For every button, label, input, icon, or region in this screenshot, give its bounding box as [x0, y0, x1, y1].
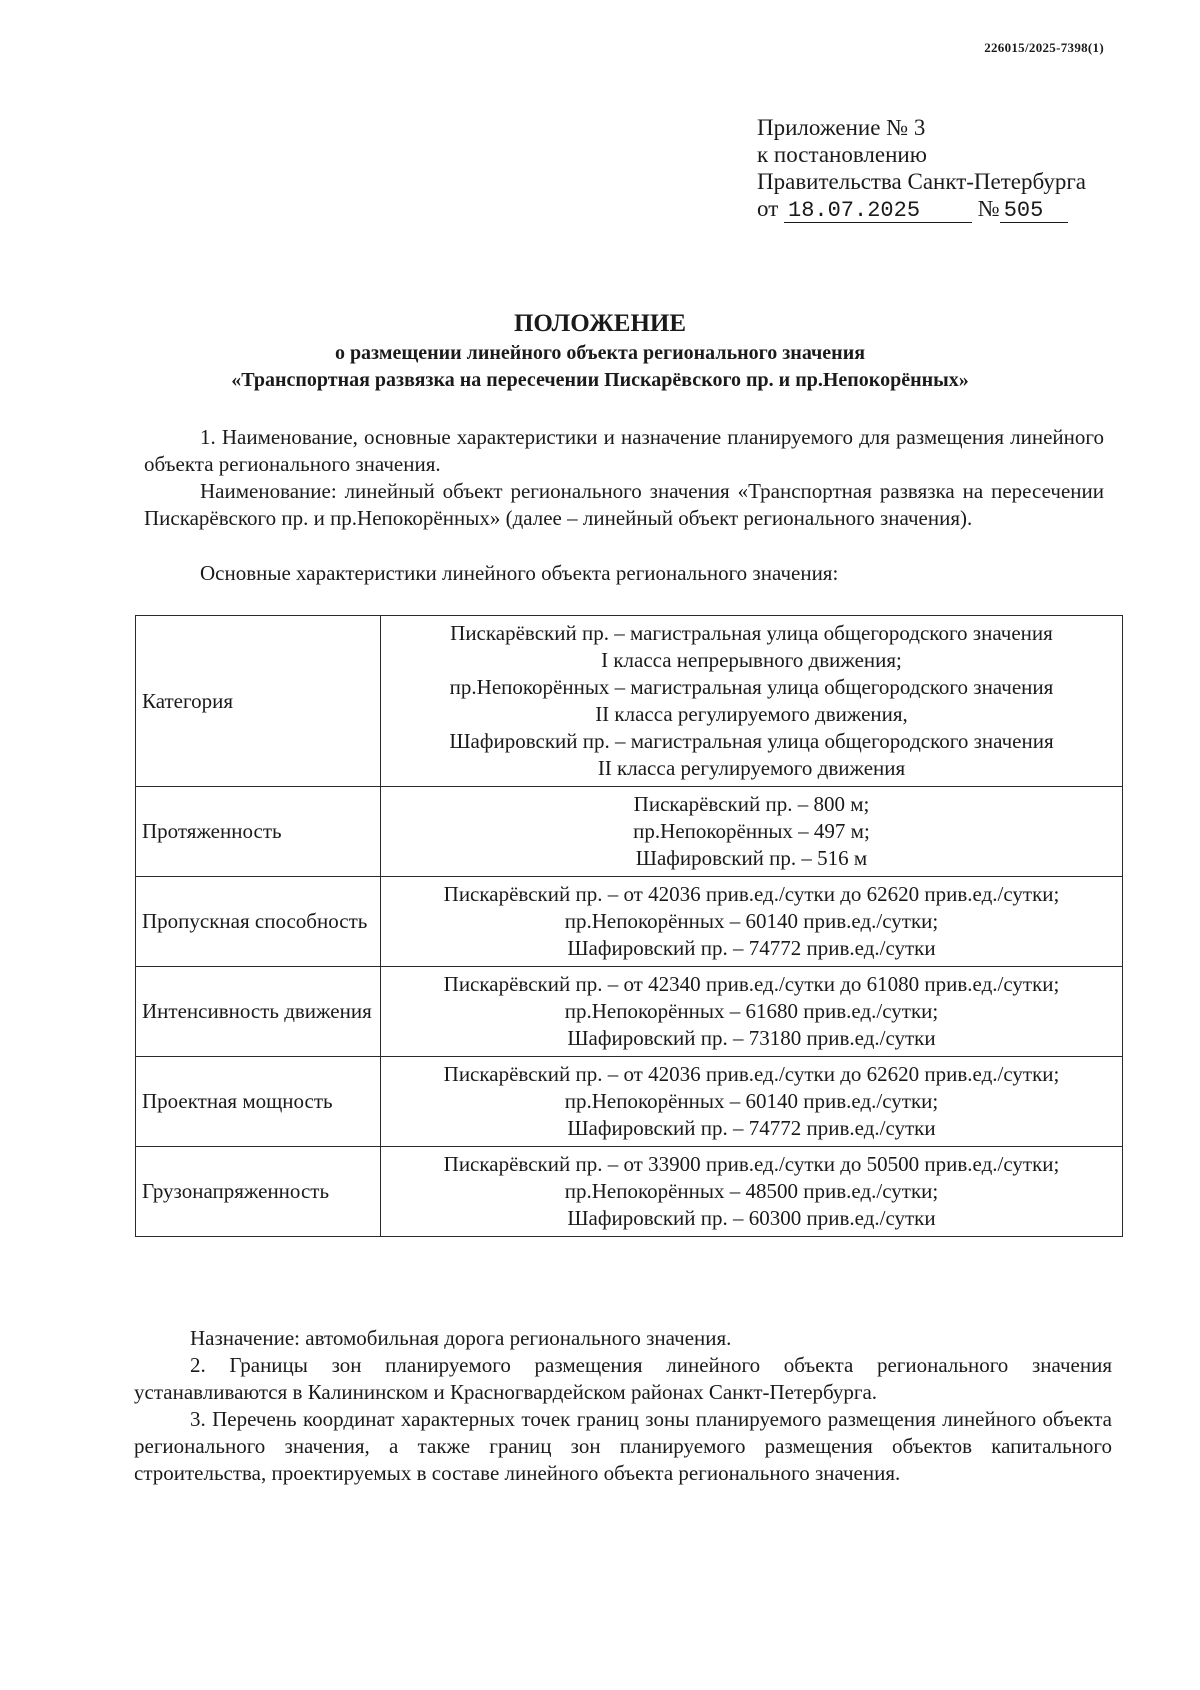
value-line: пр.Непокорённых – магистральная улица общегородского значения [449, 675, 1054, 699]
value-line: пр.Непокорённых – 60140 прив.ед./сутки; [564, 1089, 939, 1113]
section-1-heading: 1. Наименование, основные характеристики и назначение планируемого для размещения линейного объекта регионального значения. [144, 425, 1104, 476]
document-subtitle-1: о размещении линейного объекта регионального значения [334, 342, 866, 364]
value-line: пр.Непокорённых – 497 м; [633, 819, 870, 843]
row-value [381, 967, 1123, 1057]
table-row [136, 787, 1123, 877]
section-2-paragraph: 2. Границы зон планируемого размещения линейного объекта регионального значения устанавливаются в Калининском и Красногвардейском районах Санкт-Петербурга. [134, 1353, 1112, 1404]
table-row [136, 1057, 1123, 1147]
row-label: Интенсивность движения [136, 967, 381, 1057]
appendix-date-line [757, 195, 1086, 223]
value-line: пр.Непокорённых – 60140 прив.ед./сутки; [564, 909, 939, 933]
document-title: ПОЛОЖЕНИЕ [513, 310, 687, 337]
value-line: Пискарёвский пр. – магистральная улица общегородского значения [450, 621, 1053, 645]
resolution-date: 18.07.2025 [784, 200, 972, 223]
section-1-name: Наименование: линейный объект регионального значения «Транспортная развязка на пересечении Пискарёвского пр. и пр.Непокорённых» (далее – линейный объект регионального значения). [144, 479, 1104, 530]
value-line: I класса непрерывного движения; [601, 648, 902, 672]
table-row [136, 967, 1123, 1057]
row-label: Категория [136, 616, 381, 787]
value-line: Шафировский пр. – 60300 прив.ед./сутки [567, 1206, 936, 1230]
appendix-line-2: к постановлению [757, 142, 927, 167]
document-title-block [100, 308, 1100, 394]
table-row [136, 616, 1123, 787]
row-label: Проектная мощность [136, 1057, 381, 1147]
value-line: Шафировский пр. – 74772 прив.ед./сутки [567, 936, 936, 960]
value-line: пр.Непокорённых – 61680 прив.ед./сутки; [564, 999, 939, 1023]
section-1-characteristics-intro: Основные характеристики линейного объекта регионального значения: [200, 561, 839, 585]
table-row [136, 877, 1123, 967]
appendix-block [757, 114, 1086, 223]
appendix-line-3: Правительства Санкт-Петербурга [757, 169, 1086, 194]
value-line: Пискарёвский пр. – от 42036 прив.ед./сутки до 62620 прив.ед./сутки; [443, 1062, 1060, 1086]
value-line: Пискарёвский пр. – от 42340 прив.ед./сутки до 61080 прив.ед./сутки; [443, 972, 1060, 996]
row-value [381, 616, 1123, 787]
row-label: Пропускная способность [136, 877, 381, 967]
resolution-number: 505 [1000, 200, 1068, 223]
table-row [136, 1147, 1123, 1237]
section-3-paragraph: 3. Перечень координат характерных точек границ зоны планируемого размещения линейного объекта регионального значения, а также границ зон планируемого размещения объектов капитального строительства, проектируемых в составе линейного объекта регионального значения. [134, 1407, 1112, 1485]
row-label: Протяженность [136, 787, 381, 877]
value-line: Шафировский пр. – 73180 прив.ед./сутки [567, 1026, 936, 1050]
value-line: Пискарёвский пр. – 800 м; [633, 792, 870, 816]
row-value [381, 1147, 1123, 1237]
document-subtitle-2: «Транспортная развязка на пересечении Пискарёвского пр. и пр.Непокорённых» [231, 369, 969, 391]
purpose-paragraph: Назначение: автомобильная дорога регионального значения. [190, 1326, 732, 1350]
value-line: Пискарёвский пр. – от 33900 прив.ед./сутки до 50500 прив.ед./сутки; [443, 1152, 1060, 1176]
row-value [381, 1057, 1123, 1147]
appendix-line-1: Приложение № 3 [757, 115, 926, 140]
document-number: 226015/2025-7398(1) [984, 40, 1104, 55]
row-label: Грузонапряженность [136, 1147, 381, 1237]
value-line: Пискарёвский пр. – от 42036 прив.ед./сутки до 62620 прив.ед./сутки; [443, 882, 1060, 906]
value-line: пр.Непокорённых – 48500 прив.ед./сутки; [564, 1179, 939, 1203]
value-line: Шафировский пр. – 74772 прив.ед./сутки [567, 1116, 936, 1140]
value-line: Шафировский пр. – магистральная улица общегородского значения [449, 729, 1054, 753]
number-prefix: № [977, 196, 1000, 221]
row-value [381, 787, 1123, 877]
value-line: II класса регулируемого движения [597, 756, 906, 780]
row-value [381, 877, 1123, 967]
characteristics-table [135, 615, 1123, 1237]
value-line: II класса регулируемого движения, [595, 702, 908, 726]
date-prefix: от [757, 196, 779, 221]
value-line: Шафировский пр. – 516 м [635, 846, 868, 870]
